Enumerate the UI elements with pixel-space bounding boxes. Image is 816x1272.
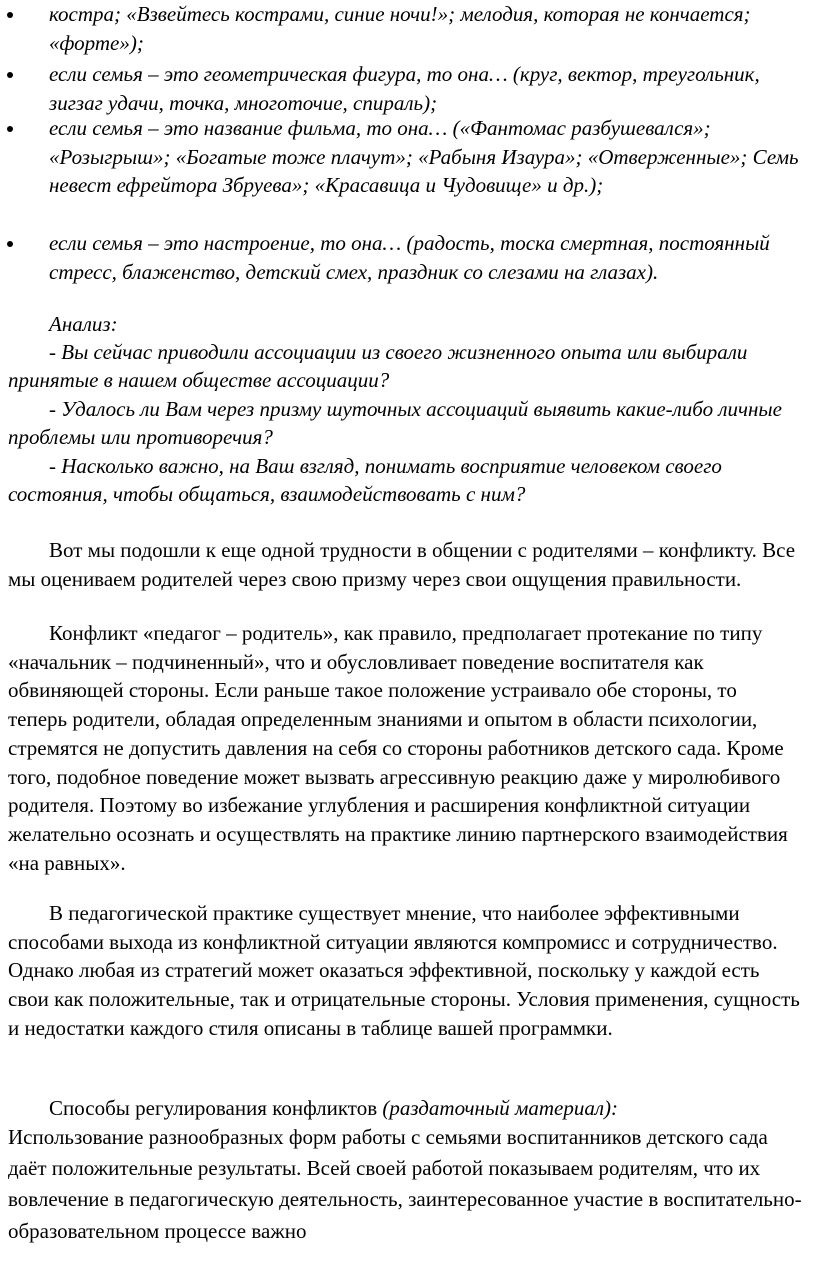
- body-paragraph: Конфликт «педагог – родитель», как правило, предполагает протекание по типу «начальник – подчиненный», что и обусловливает поведение воспитателя как обвиняющей стороны. Если раньше такое положение устраивало обе стороны, то теперь родители, обладая определенным знаниями и опытом в области психологии, стремятся не допустить давления на себя со стороны работников детского сада. Кроме того, подобное поведение может вызвать агрессивную реакцию даже у миролюбивого родителя. Поэтому во избежание углубления и расширения конфликтной ситуации желательно осознать и осуществлять на практике линию партнерского взаимодействия «на равных».: [8, 621, 788, 875]
- body-paragraph: В педагогической практике существует мнение, что наиболее эффективными способами выхода из конфликтной ситуации являются компромисс и сотрудничество. Однако любая из стратегий может оказаться эффективной, поскольку у каждой есть свои как положительные, так и отрицательные стороны. Условия применения, сущность и недостатки каждого стиля описаны в таблице вашей программки.: [8, 901, 800, 1040]
- body-paragraph: Вот мы подошли к еще одной трудности в общении с родителями – конфликту. Все мы оцениваем родителей через свою призму через свои ощущения правильности.: [8, 538, 796, 591]
- bullet-icon: [7, 12, 13, 18]
- bullet-icon: [7, 72, 13, 78]
- list-item: [49, 229, 799, 286]
- question-item: - Вы сейчас приводили ассоциации из своего жизненного опыта или выбирали принятые в нашем обществе ассоциации?: [8, 340, 748, 393]
- methods-heading-text: Способы регулирования конфликтов: [49, 1096, 383, 1120]
- list-item-text: если семья – это геометрическая фигура, то она… (круг, вектор, треугольник, зигзаг удачи, точка, многоточие, спираль);: [49, 62, 760, 115]
- list-item: [49, 0, 799, 57]
- list-item-text: костра; «Взвейтесь кострами, синие ночи!»; мелодия, которая не кончается; «форте»);: [49, 2, 751, 55]
- bullet-icon: [7, 241, 13, 247]
- list-item-text: если семья – это название фильма, то она… («Фантомас разбушевался»; «Розыгрыш»; «Богатые тоже плачут»; «Рабыня Изаура»; «Отверженные»; Семь невест ефрейтора Збруева»; «Красавица и Чудовище» и др.);: [49, 116, 799, 198]
- bullet-icon: [7, 126, 13, 132]
- analysis-label: Анализ:: [49, 312, 118, 336]
- question-item: - Удалось ли Вам через призму шуточных ассоциаций выявить какие-либо личные проблемы или противоречия?: [8, 397, 782, 450]
- list-item: [49, 114, 799, 200]
- methods-heading: [49, 1096, 618, 1121]
- final-paragraph: Использование разнообразных форм работы с семьями воспитанников детского сада даёт положительные результаты. Всей своей работой показываем родителям, что их вовлечение в педагогическую деятельность, заинтересованное участие в воспитательно-образовательном процессе важно: [8, 1125, 802, 1243]
- list-item: [49, 60, 799, 117]
- list-item-text: если семья – это настроение, то она… (радость, тоска смертная, постоянный стресс, блаженство, детский смех, праздник со слезами на глазах).: [49, 231, 770, 284]
- methods-heading-note: (раздаточный материал):: [382, 1096, 618, 1120]
- question-item: - Насколько важно, на Ваш взгляд, понимать восприятие человеком своего состояния, чтобы общаться, взаимодействовать с ним?: [8, 454, 722, 507]
